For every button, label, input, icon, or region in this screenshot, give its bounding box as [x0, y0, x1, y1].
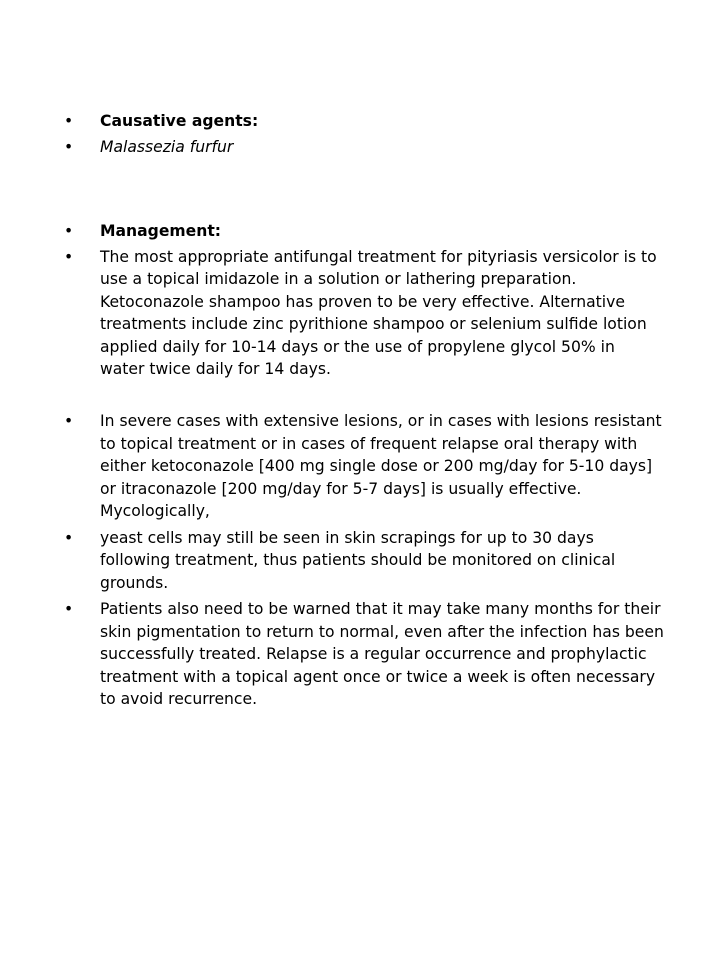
management-heading: Management: — [100, 222, 222, 240]
bullet-icon: • — [64, 222, 74, 240]
warning-paragraph: Patients also need to be warned that it may take many months for their skin pigmentation to return to normal, even after the infection has been successfully treated. Relapse is a regular occurrence and prophylactic treatment with a topical agent once or twice a week is often necessary to avoid recurrence. — [100, 600, 664, 708]
causative-agents-heading: Causative agents: — [100, 112, 259, 130]
bullet-icon: • — [64, 600, 74, 618]
list-item-warning — [64, 598, 664, 711]
bullet-icon: • — [64, 528, 74, 547]
list-item-management-label — [64, 220, 664, 243]
severe-cases-paragraph: In severe cases with extensive lesions, or in cases with lesions resistant to topical treatment or in cases of frequent relapse oral therapy with either ketoconazole [400 mg single dose or 200 mg/day for 5-10 days] or itraconazole [200 mg/day for 5-7 days] is usually effective. Mycologically, — [100, 412, 662, 520]
bullet-icon: • — [64, 412, 74, 430]
management-list — [64, 220, 664, 381]
yeast-cells-paragraph: yeast cells may still be seen in skin scrapings for up to 30 days following treatment, thus patients should be monitored on clinical grounds. — [100, 528, 616, 592]
bullet-icon: • — [64, 112, 74, 130]
list-item-management-text — [64, 246, 664, 381]
bullet-icon: • — [64, 247, 74, 266]
management-paragraph: The most appropriate antifungal treatment for pityriasis versicolor is to use a topical imidazole in a solution or lathering preparation. Ketoconazole shampoo has proven to be very effective. Alternative treatments include zinc pyrithione shampoo or selenium sulfide lotion applied daily for 10-14 days or the use of propylene glycol 50% in water twice daily for 14 days. — [100, 247, 657, 378]
additional-notes-list — [64, 410, 664, 711]
list-item-causative-label — [64, 110, 664, 133]
causative-agent-name: Malassezia furfur — [100, 137, 234, 156]
bullet-icon: • — [64, 137, 74, 156]
causative-agents-list — [64, 110, 664, 158]
list-item-severe-cases — [64, 410, 664, 523]
list-item-causative-agent — [64, 136, 664, 159]
list-item-yeast-cells — [64, 527, 664, 595]
